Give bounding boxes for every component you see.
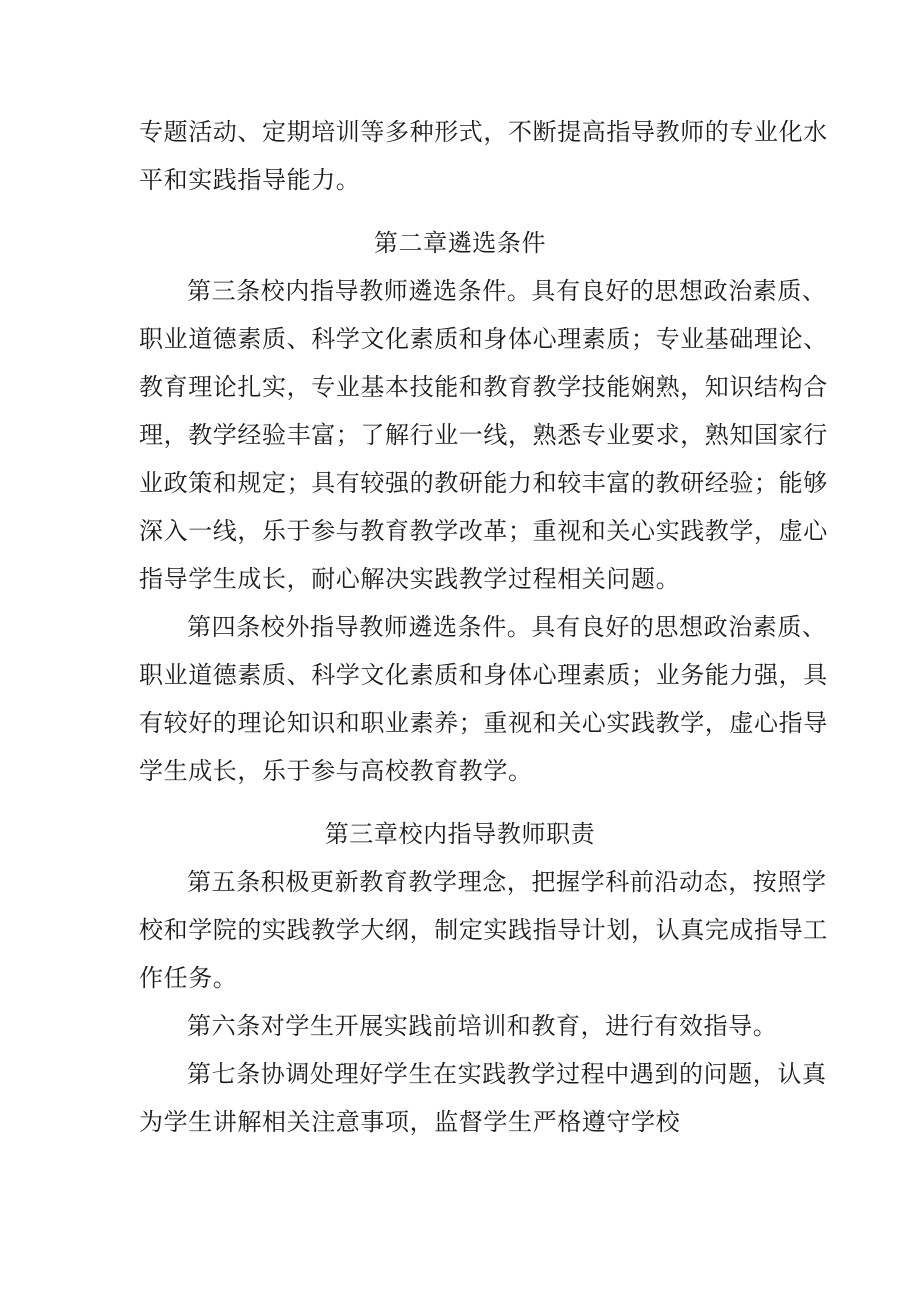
paragraph-line: 第三条校内指导教师遴选条件。具有良好的思想政治素质、 <box>187 277 827 305</box>
paragraph-line: 深入一线，乐于参与教育教学改革；重视和关心实践教学，虚心 <box>139 517 828 545</box>
chapter-heading: 第三章校内指导教师职责 <box>324 820 596 848</box>
paragraph-line: 业政策和规定；具有较强的教研能力和较丰富的教研经验；能够 <box>139 469 828 497</box>
paragraph-line: 职业道德素质、科学文化素质和身体心理素质；专业基础理论、 <box>139 325 828 353</box>
paragraph-line: 第六条对学生开展实践前培训和教育，进行有效指导。 <box>187 1012 778 1040</box>
paragraph-line: 作任务。 <box>139 964 238 992</box>
paragraph-line: 第四条校外指导教师遴选条件。具有良好的思想政治素质、 <box>187 613 827 641</box>
paragraph-line: 教育理论扎实，专业基本技能和教育教学技能娴熟，知识结构合 <box>139 373 828 401</box>
paragraph-line: 校和学院的实践教学大纲，制定实践指导计划，认真完成指导工 <box>139 916 828 944</box>
paragraph-line: 平和实践指导能力。 <box>139 166 361 194</box>
paragraph-line: 第七条协调处理好学生在实践教学过程中遇到的问题，认真 <box>187 1060 827 1088</box>
paragraph-line: 有较好的理论知识和职业素养；重视和关心实践教学，虚心指导 <box>139 709 828 737</box>
chapter-heading: 第二章遴选条件 <box>373 229 547 257</box>
paragraph-line: 专题活动、定期培训等多种形式，不断提高指导教师的专业化水 <box>139 118 828 146</box>
paragraph-line: 职业道德素质、科学文化素质和身体心理素质；业务能力强，具 <box>139 661 828 689</box>
paragraph-line: 指导学生成长，耐心解决实践教学过程相关问题。 <box>139 565 681 593</box>
paragraph-line: 第五条积极更新教育教学理念，把握学科前沿动态，按照学 <box>187 868 827 896</box>
paragraph-line: 为学生讲解相关注意事项，监督学生严格遵守学校 <box>139 1108 681 1136</box>
paragraph-line: 学生成长，乐于参与高校教育教学。 <box>139 757 533 785</box>
paragraph-line: 理，教学经验丰富；了解行业一线，熟悉专业要求，熟知国家行 <box>139 421 828 449</box>
